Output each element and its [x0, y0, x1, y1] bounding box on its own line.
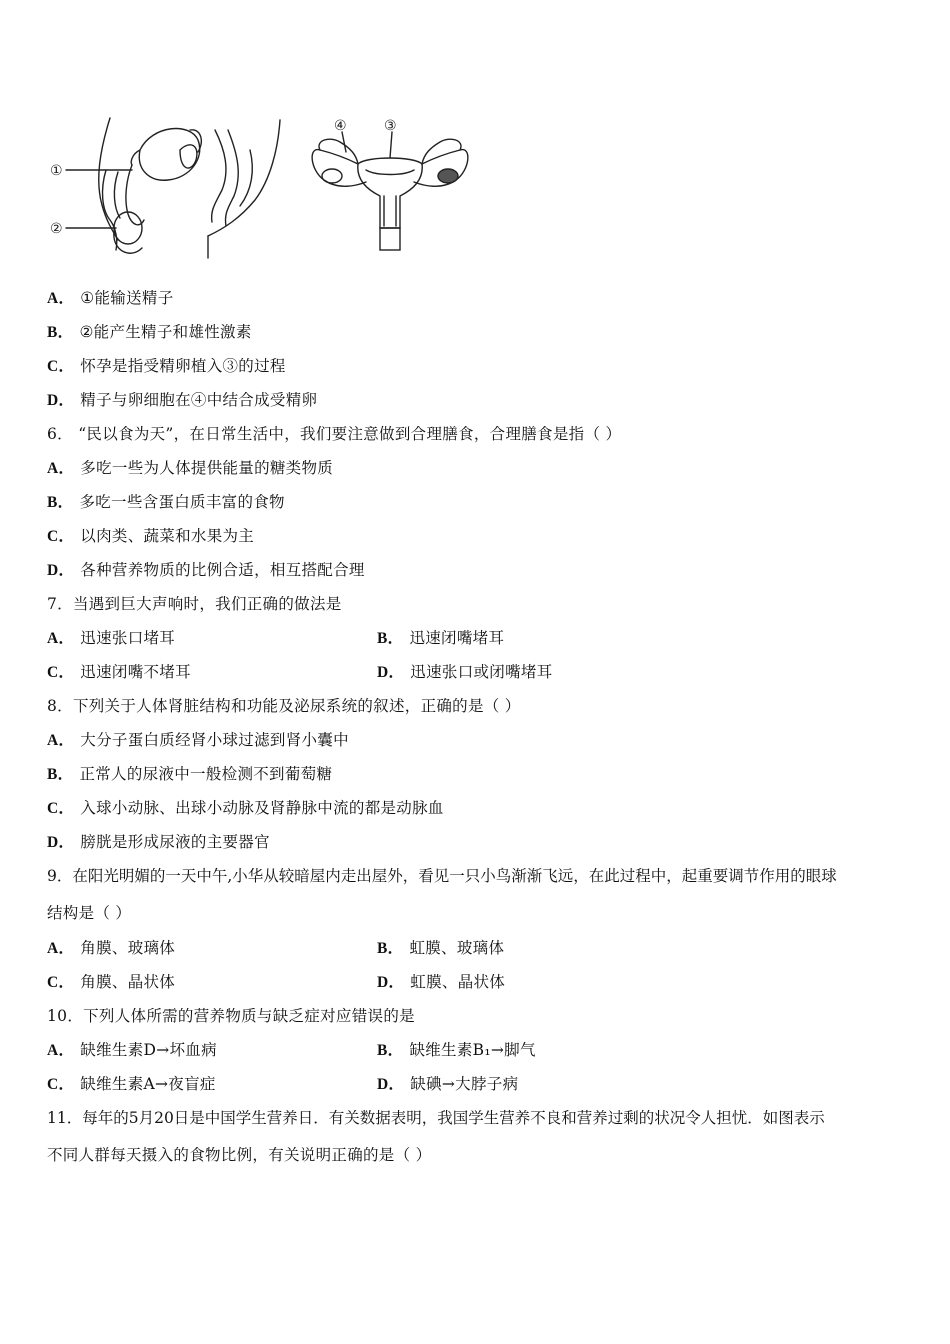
q8-stem: 8．下列关于人体肾脏结构和功能及泌尿系统的叙述，正确的是（ ） [47, 697, 521, 715]
q9-option-d: D． 虹膜、晶状体 [377, 973, 506, 991]
reproductive-system-figure [40, 110, 480, 270]
q10-option-a: A． 缺维生素D→坏血病 [47, 1041, 217, 1059]
q9-option-c: C． 角膜、晶状体 [47, 973, 176, 991]
q7-option-d: D． 迅速张口或闭嘴堵耳 [377, 663, 553, 681]
q8-option-c: C． 入球小动脉、出球小动脉及肾静脉中流的都是动脉血 [47, 799, 444, 817]
q8-option-a: A． 大分子蛋白质经肾小球过滤到肾小囊中 [47, 731, 349, 749]
q9-option-b: B． 虹膜、玻璃体 [377, 939, 505, 957]
q7-stem: 7．当遇到巨大声响时，我们正确的做法是 [47, 595, 342, 613]
q7-option-b: B． 迅速闭嘴堵耳 [377, 629, 505, 647]
q8-option-d: D． 膀胱是形成尿液的主要器官 [47, 833, 270, 851]
q6-option-b: B． 多吃一些含蛋白质丰富的食物 [47, 493, 285, 511]
label-2: ② [50, 221, 63, 237]
q6-stem: 6． “民以食为天”，在日常生活中，我们要注意做到合理膳食，合理膳食是指（ ） [47, 425, 622, 443]
q9-stem-line1: 9．在阳光明媚的一天中午,小华从较暗屋内走出屋外，看见一只小鸟渐渐飞远，在此过程中，起重要调节作用的眼球 [47, 867, 837, 885]
q10-option-b: B． 缺维生素B₁→脚气 [377, 1041, 536, 1059]
q7-option-c: C． 迅速闭嘴不堵耳 [47, 663, 191, 681]
q5-option-b: B． ②能产生精子和雄性激素 [47, 323, 252, 341]
q5-option-a: A． ①能输送精子 [47, 289, 174, 307]
q11-stem-line1: 11．每年的5月20日是中国学生营养日．有关数据表明，我国学生营养不良和营养过剩的状况令人担忧．如图表示 [47, 1109, 825, 1127]
q11-stem-line2: 不同人群每天摄入的食物比例，有关说明正确的是（ ） [47, 1146, 432, 1164]
q9-stem-line2: 结构是（ ） [47, 904, 132, 922]
label-1: ① [50, 163, 63, 179]
q6-option-c: C． 以肉类、蔬菜和水果为主 [47, 527, 255, 545]
q6-option-d: D． 各种营养物质的比例合适，相互搭配合理 [47, 561, 365, 579]
q6-option-a: A． 多吃一些为人体提供能量的糖类物质 [47, 459, 334, 477]
q10-stem: 10．下列人体所需的营养物质与缺乏症对应错误的是 [47, 1007, 415, 1025]
label-3: ③ [384, 118, 397, 134]
q5-option-d: D． 精子与卵细胞在④中结合成受精卵 [47, 391, 318, 409]
label-4: ④ [334, 118, 347, 134]
q8-option-b: B． 正常人的尿液中一般检测不到葡萄糖 [47, 765, 333, 783]
q7-option-a: A． 迅速张口堵耳 [47, 629, 176, 647]
q10-option-d: D． 缺碘→大脖子病 [377, 1075, 519, 1093]
q5-option-c: C． 怀孕是指受精卵植入③的过程 [47, 357, 286, 375]
q9-option-a: A． 角膜、玻璃体 [47, 939, 176, 957]
q10-option-c: C． 缺维生素A→夜盲症 [47, 1075, 216, 1093]
